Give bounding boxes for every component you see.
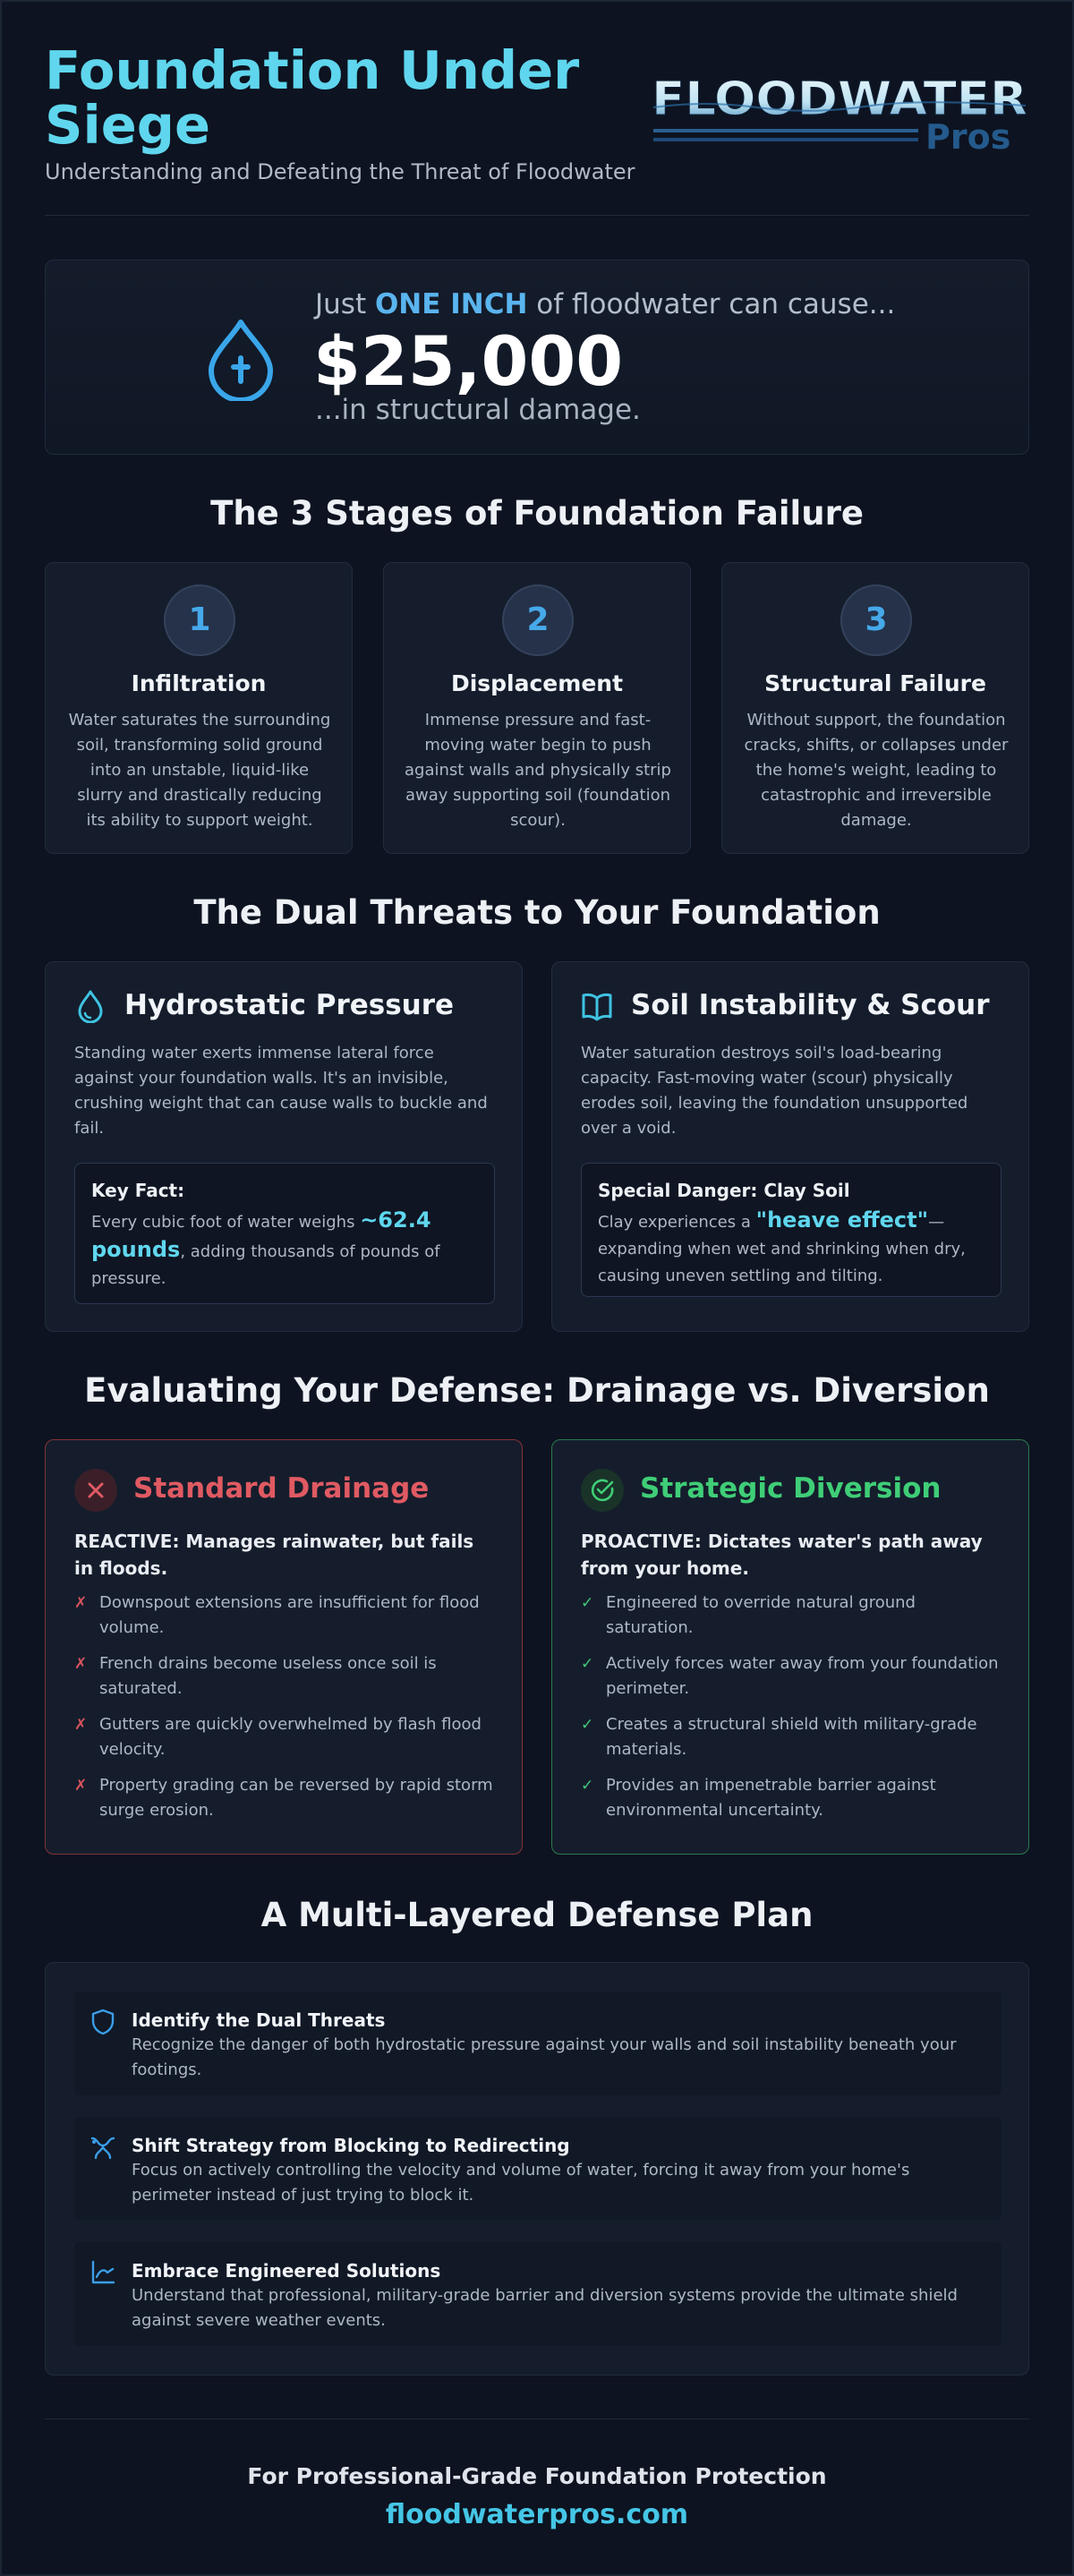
standard-drainage-card (45, 1439, 523, 1855)
page-subtitle: Understanding and Defeating the Threat of Floodwater (45, 159, 635, 184)
hero-intro: Just ONE INCH of floodwater can cause... (315, 288, 896, 320)
list-item: ✓ Actively forces water away from your foundation perimeter. (581, 1651, 1002, 1702)
hero-amount: $25,000 (313, 321, 624, 401)
plan-step (74, 2117, 1002, 2221)
highlight-value: "heave effect" (755, 1207, 929, 1233)
check-icon: ✓ (581, 1716, 594, 1734)
stage-number: 1 (164, 584, 235, 656)
check-icon: ✓ (581, 1594, 594, 1612)
threat-title: Hydrostatic Pressure (124, 989, 455, 1021)
threat-desc: Water saturation destroys soil's load-bearing capacity. Fast-moving water (scour) physically erodes soil, leaving the foundation unsupported over a void. (581, 1044, 968, 1138)
check-circle-icon (581, 1469, 624, 1512)
water-drop-icon (74, 989, 107, 1023)
box-text: Every cubic foot of water weighs ~62.4 pounds, adding thousands of pounds of pressure. (91, 1207, 440, 1288)
strategic-diversion-card (551, 1439, 1029, 1855)
defense-summary: REACTIVE: Manages rainwater, but fails in floods. (74, 1531, 474, 1579)
highlight-value: ~62.4 pounds (91, 1207, 431, 1262)
stage-card (383, 562, 691, 854)
svg-text:Pros: Pros (925, 117, 1011, 157)
stage-card (721, 562, 1029, 854)
floodwater-pros-logo (650, 77, 1029, 159)
hero-tail: ...in structural damage. (315, 394, 641, 426)
divider (45, 215, 1029, 216)
threats-heading: The Dual Threats to Your Foundation (193, 893, 881, 932)
stage-title: Displacement (450, 670, 624, 696)
plan-step-title: Identify the Dual Threats (132, 2009, 386, 2031)
box-title: Special Danger: Clay Soil (598, 1180, 850, 1201)
plan-step-desc: Understand that professional, military-grade barrier and diversion systems provide the ultimate shield against severe weather events. (132, 2286, 958, 2330)
cross-icon: ✗ (74, 1655, 88, 1673)
stages-heading: The 3 Stages of Foundation Failure (210, 494, 864, 533)
cross-icon: ✗ (74, 1594, 88, 1612)
stage-card (45, 562, 353, 854)
defense-title: Strategic Diversion (640, 1472, 942, 1505)
defense-title: Standard Drainage (133, 1472, 430, 1505)
hero-highlight: ONE INCH (374, 288, 528, 320)
stage-desc: Immense pressure and fast-moving water begin to push against walls and physically strip away supporting soil (foundation scour). (405, 711, 671, 830)
defense-heading: Evaluating Your Defense: Drainage vs. Diversion (84, 1371, 990, 1410)
plan-card (45, 1962, 1029, 2376)
list-item: ✗ French drains become useless once soil is saturated. (74, 1651, 495, 1702)
box-text: Clay experiences a "heave effect"—expanding when wet and shrinking when dry, causing uneven settling and tilting. (598, 1207, 966, 1285)
cross-icon: ✗ (74, 1716, 88, 1734)
plan-heading: A Multi-Layered Defense Plan (260, 1896, 814, 1934)
divider (45, 2418, 1029, 2419)
plan-step-desc: Recognize the danger of both hydrostatic pressure against your walls and soil instability beneath your footings. (132, 2035, 957, 2079)
cross-icon: ✗ (74, 1777, 88, 1795)
list-item: ✓ Engineered to override natural ground saturation. (581, 1591, 1002, 1641)
water-drop-icon (206, 319, 276, 401)
hydrostatic-card (45, 961, 523, 1332)
diversion-list (581, 1591, 1002, 1834)
open-book-icon (581, 989, 613, 1023)
stage-desc: Water saturates the surrounding soil, transforming solid ground into an unstable, liquid-like slurry and drastically reducing its ability to support weight. (68, 711, 331, 830)
stage-title: Structural Failure (764, 670, 986, 696)
list-item: ✓ Creates a structural shield with military-grade materials. (581, 1712, 1002, 1762)
box-title: Key Fact: (91, 1180, 185, 1201)
list-item: ✗ Property grading can be reversed by rapid storm surge erosion. (74, 1773, 495, 1823)
footer-tagline: For Professional-Grade Foundation Protection (247, 2463, 827, 2489)
stage-number: 2 (502, 584, 574, 656)
list-item: ✗ Gutters are quickly overwhelmed by flash flood velocity. (74, 1712, 495, 1762)
plan-step-title: Embrace Engineered Solutions (132, 2260, 441, 2282)
stage-number: 3 (840, 584, 912, 656)
x-circle-icon (74, 1469, 117, 1512)
key-fact-box (74, 1163, 495, 1304)
check-icon: ✓ (581, 1777, 594, 1795)
plan-step-title: Shift Strategy from Blocking to Redirecting (132, 2135, 570, 2156)
svg-text:FLOODWATER: FLOODWATER (652, 77, 1027, 126)
soil-instability-card (551, 961, 1029, 1332)
shield-icon (89, 2008, 117, 2036)
check-icon: ✓ (581, 1655, 594, 1673)
defense-summary: PROACTIVE: Dictates water's path away from your home. (581, 1531, 983, 1579)
list-item: ✓ Provides an impenetrable barrier against environmental uncertainty. (581, 1773, 1002, 1823)
plan-step-desc: Focus on actively controlling the velocity and volume of water, forcing it away from your home's perimeter instead of just trying to block it. (132, 2161, 910, 2205)
list-item: ✗ Downspout extensions are insufficient for flood volume. (74, 1591, 495, 1641)
threat-desc: Standing water exerts immense lateral force against your foundation walls. It's an invisible, crushing weight that can cause walls to buckle and fail. (74, 1044, 488, 1138)
flow-icon (89, 2133, 117, 2162)
plan-step (74, 1992, 1002, 2095)
special-danger-box (581, 1163, 1002, 1297)
stage-title: Infiltration (131, 670, 267, 696)
threat-title: Soil Instability & Scour (631, 989, 990, 1021)
footer-url-link[interactable]: floodwaterpros.com (385, 2499, 689, 2530)
drainage-list (74, 1591, 495, 1834)
page-title: Foundation Under Siege (45, 39, 580, 156)
stage-desc: Without support, the foundation cracks, shifts, or collapses under the home's weight, leading to catastrophic and irreversible damage. (744, 711, 1009, 830)
plan-step (74, 2242, 1002, 2346)
chart-icon (89, 2258, 117, 2287)
